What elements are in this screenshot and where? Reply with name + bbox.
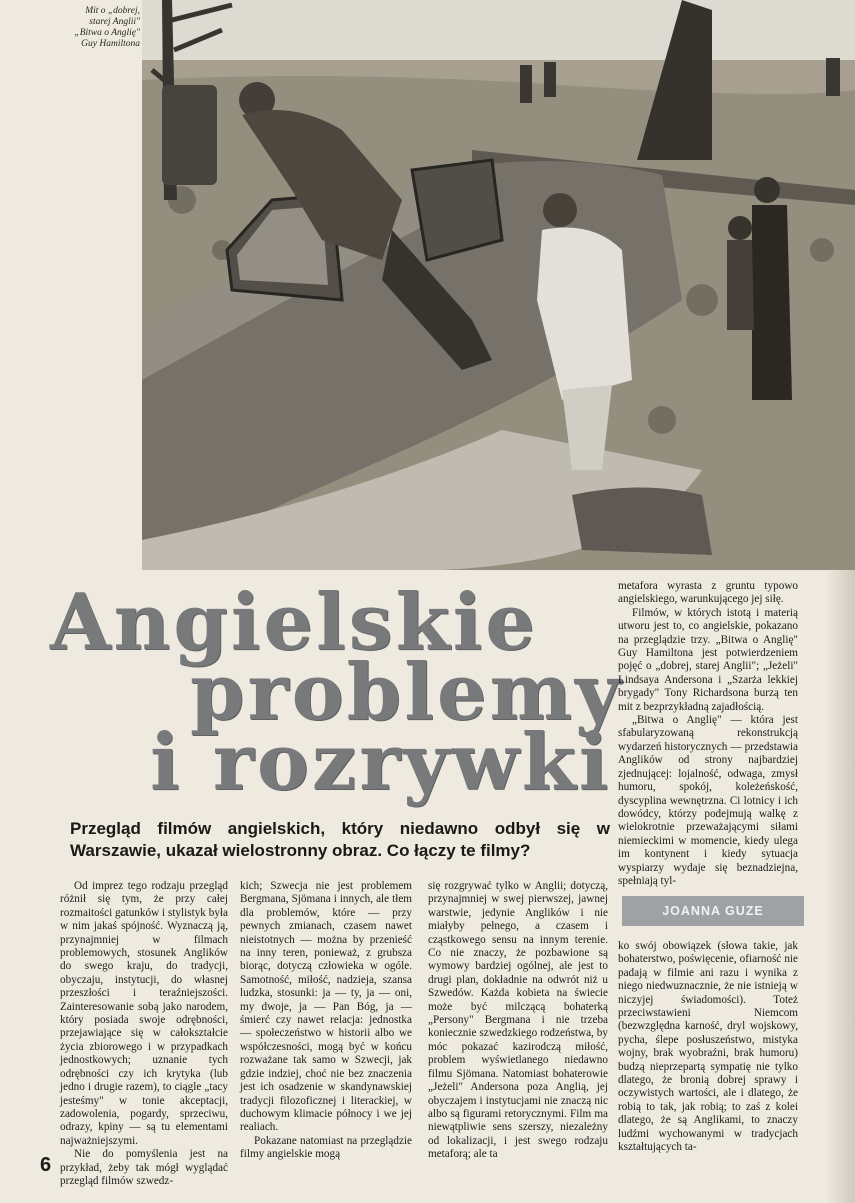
- paragraph: się rozgrywać tylko w Anglii; dotyczą, przynajmniej w swej pierwszej, jawnej warstwie, jedynie Anglików i nie miałyby pełnego, a czasem i cząstkowego sensu na innym terenie. Co nie znaczy, że pozbawione są wymowy bardziej ogólnej, ale jest to drugi plan, dokładnie na odwrót niż u Szwedów. Każda kobieta na świecie może być milczącą bohaterką „Persony" Bergmana i nie trzeba koniecznie szwedzkiego rodzeństwa, by móc pokazać kazirodczą miłość, problem wyświetlanego niedawno filmu Sjömana. Natomiast bohaterowie „Jeżeli" Andersona poza Anglią, jej obyczajem i instytucjami nie znaczą nic albo są figurami retorycznymi. Film ma niewątpliwie sens szerszy, niezależny od lokalizacji, i jest swego rodzaju metaforą; ale ta: [428, 880, 608, 1161]
- airplane-illustration: [142, 0, 855, 570]
- text-column-4-top: [618, 580, 798, 887]
- caption-line: „Bitwa o Anglię": [74, 28, 140, 38]
- paragraph: Filmów, w których istotą i materią utworu jest to, co angielskie, pokazano na przeglądzie trzy. „Bitwa o Anglię" Guy Hamiltona jest potwierdzeniem pojęć o „dobrej, starej Anglii"; „Jeżeli" Lindsaya Andersona i „Szarża lekkiej brygady" Tony Richardsona burzą ten mit z bezprzykładną zajadłością.: [618, 606, 798, 713]
- photo-caption: [28, 6, 140, 50]
- paragraph: Od imprez tego rodzaju przegląd różnił się tym, że przy całej rozmaitości gatunków i stylistyk była w nim jakaś spójność. Wyznaczą ją, przynajmniej w filmach problemowych, stosunek Anglików do swego kraju, do tradycji, obyczaju, instytucji, do własnej przeszłości i teraźniejszości. Zainteresowanie sobą jako narodem, który posiada swoje odrębności, przejawiające się w całokształcie życia zbiorowego i w przypadkach jednostkowych; uznanie tych odrębności czy ich krytyka (lub jedno i drugie razem), to ciągle „tacy jesteśmy" w tonie akceptacji, zadowolenia, pogardy, sprzeciwu, odrazy, kpiny — są tu elementami najważniejszymi.: [60, 880, 228, 1147]
- caption-line: Mit o „dobrej,: [85, 6, 140, 16]
- article-lead: Przegląd filmów angielskich, który niedawno odbył się w Warszawie, ukazał wielostronny obraz. Co łączy te filmy?: [70, 819, 610, 860]
- text-column-2: [240, 880, 412, 1161]
- text-column-3: [428, 880, 608, 1161]
- headline-line: Angielskie: [50, 577, 538, 668]
- page-number: 6: [40, 1154, 52, 1176]
- author-byline: JOANNA GUZE: [622, 896, 804, 926]
- paragraph: Nie do pomyślenia jest na przykład, żeby tak mógł wyglądać przegląd filmów szwedz-: [60, 1148, 228, 1187]
- page-edge-shadow: [825, 570, 855, 1203]
- paragraph: metafora wyrasta z gruntu typowo angielskiego, warunkującego jej siłę.: [618, 580, 798, 606]
- text-column-1: [60, 880, 228, 1187]
- text-column-4-bottom: [618, 940, 798, 1154]
- caption-line: Guy Hamiltona: [81, 39, 140, 49]
- film-still-photo: [142, 0, 855, 570]
- headline-line: i rozrywki: [150, 717, 612, 808]
- paragraph: kich; Szwecja nie jest problemem Bergmana, Sjömana i innych, ale tłem dla problemów, które — przy pewnych zmianach, czasem nawet nieistotnych — można by przenieść na inny teren, ponieważ, z grubsza biorąc, dotyczą człowieka w ogóle. Samotność, miłość, nadzieja, szansa ludzka, stosunki: ja — ty, ja — oni, my dwoje, ja — Pan Bóg, ja — śmierć czy nawet relacja: jednostka — społeczeństwo w historii albo we współczesności, mogą być w końcu rozważane tak samo w Szwecji, jak gdzie indziej, choć nie bez znaczenia jest ich osadzenie w skandynawskiej tradycji filozoficznej i literackiej, w duchowym klimacie północy i we jej realiach.: [240, 880, 412, 1134]
- paragraph: ko swój obowiązek (słowa takie, jak bohaterstwo, poświęcenie, ofiarność nie padają w filmie ani razu i wynika z niego niedwuznacznie, że nie istnieją w niczyjej świadomości). Toteż przeciwstawieni Niemcom (bezwzględna karność, dryl wojskowy, pycha, ślepe posłuszeństwo, mistyka wojny, brak wyobraźni, brak humoru) budzą nieprzepartą sympatię nie tylko dlatego, że bronią dobrej sprawy i oczywistych wartości, ale i dlatego, że robią to tak, jak robią; to zaś z kolei dlatego, że są Anglikami, to znaczy ludźmi wychowanymi w tradycjach kształtujących ta-: [618, 940, 798, 1154]
- caption-line: starej Anglii": [89, 17, 140, 27]
- paragraph: „Bitwa o Anglię" — która jest sfabularyzowaną rekonstrukcją wydarzeń historycznych — przedstawia Anglików od strony najbardziej zjednującej: lojalność, odwaga, zmysł humoru, spokój, koleżeńskość, dyscyplina wewnętrzna. Ci lotnicy i ich dowódcy, którzy podejmują walkę z wielokrotnie przeważającymi siłami niemieckimi w momencie, kiedy ulega im kontynent i kiedy sytuacja wyspiarzy wydaje się beznadziejna, spełniają tyl-: [618, 714, 798, 887]
- paragraph: Pokazane natomiast na przeglądzie filmy angielskie mogą: [240, 1134, 412, 1161]
- headline-line: problemy: [190, 647, 624, 738]
